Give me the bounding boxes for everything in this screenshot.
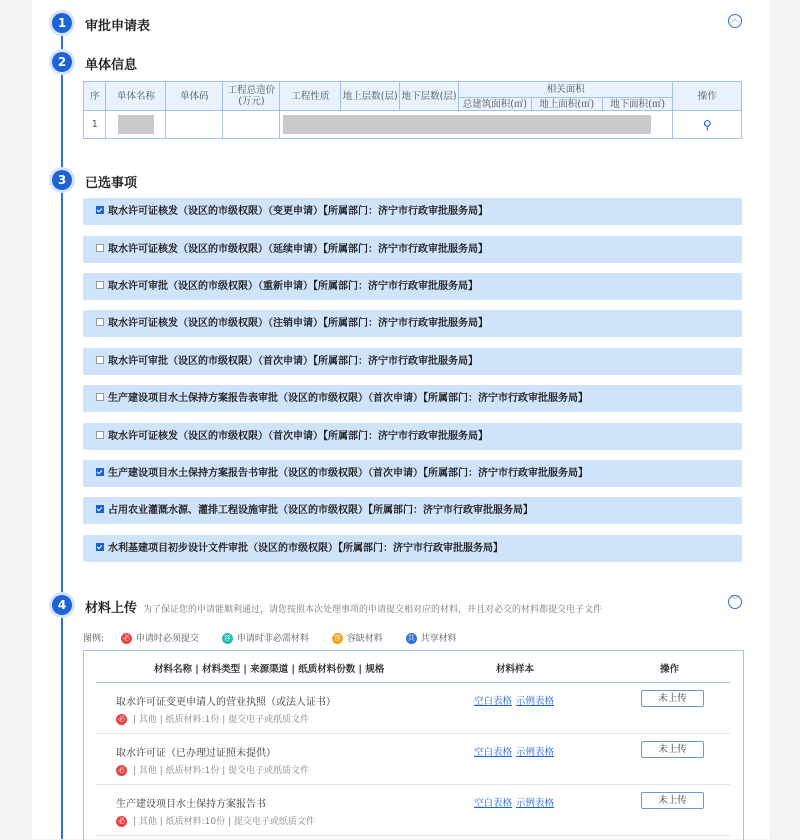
header-divider [96, 682, 730, 683]
th-project-nature: 工程性质 [280, 82, 341, 111]
item-label: 水利基建项目初步设计文件审批（设区的市级权限）【所属部门：济宁市行政审批服务局】 [108, 543, 503, 554]
legend-label: 申请时非必需材料 [236, 634, 309, 644]
step-4-title-text: 材料上传 [85, 601, 138, 616]
checkbox[interactable] [96, 431, 104, 439]
unit-info-table [83, 81, 742, 139]
material-name: 生产建设项目水土保持方案报告书 [116, 799, 266, 810]
th-action: 操作 [673, 82, 742, 111]
th-above-area: 地上面积(㎡) [531, 98, 602, 111]
selected-item[interactable] [83, 385, 742, 412]
checkbox[interactable] [96, 468, 104, 476]
item-label: 取水许可证核发（设区的市级权限）（延续申请）【所属部门：济宁市行政审批服务局】 [108, 244, 488, 255]
selected-item[interactable] [83, 423, 742, 450]
item-label: 取水许可证核发（设区的市级权限）（首次申请）【所属部门：济宁市行政审批服务局】 [108, 431, 488, 442]
example-form-link[interactable]: 示例表格 [516, 696, 555, 707]
blank-form-link[interactable]: 空白表格 [474, 696, 513, 707]
step-1-number: 1 [52, 13, 72, 33]
legend-entry [121, 634, 199, 644]
checkbox[interactable] [96, 318, 104, 326]
upload-button[interactable]: 未上传 [641, 741, 704, 758]
th-total-area: 总建筑面积(㎡) [459, 98, 532, 111]
row-divider [96, 784, 730, 785]
step-2-title: 单体信息 [85, 58, 138, 73]
selected-item[interactable] [83, 236, 742, 263]
checkbox[interactable] [96, 244, 104, 252]
cell-redacted-range [280, 111, 673, 139]
step-1-title: 审批申请表 [85, 19, 151, 34]
selected-item[interactable] [83, 348, 742, 375]
material-meta-text: | 其他 | 纸质材料:10份 | 提交电子或纸质文件 [133, 817, 315, 827]
page [32, 0, 770, 839]
cell-action [673, 111, 742, 139]
item-label: 取水许可证核发（设区的市级权限）（变更申请）【所属部门：济宁市行政审批服务局】 [108, 206, 488, 217]
mat-header-action: 操作 [660, 664, 680, 675]
mat-header-name: 材料名称 | 材料类型 | 来源渠道 | 纸质材料份数 | 规格 [154, 664, 385, 675]
legend-entry [332, 634, 383, 644]
checkbox[interactable] [96, 505, 104, 513]
timeline-line [61, 30, 63, 839]
redacted-block [118, 115, 154, 134]
material-meta [116, 712, 309, 725]
legend-label: 容缺材料 [346, 634, 383, 644]
chevron-up-icon[interactable]: ︿ [728, 14, 742, 28]
cell-unit-code [166, 111, 223, 139]
blank-form-link[interactable]: 空白表格 [474, 798, 513, 809]
redacted-block [283, 115, 651, 134]
optional-badge-icon: 容 [223, 634, 231, 642]
th-below-floors: 地下层数(层) [400, 82, 459, 111]
materials-table [83, 650, 744, 840]
chevron-down-icon[interactable]: ﹀ [728, 595, 742, 609]
row-divider [96, 835, 730, 836]
selected-item[interactable] [83, 497, 742, 524]
item-label: 取水许可证核发（设区的市级权限）（注销申请）【所属部门：济宁市行政审批服务局】 [108, 318, 488, 329]
item-label: 生产建设项目水土保持方案报告表审批（设区的市级权限）（首次申请）【所属部门：济宁市行政审批服务局】 [108, 393, 588, 404]
material-meta-text: | 其他 | 纸质材料:1份 | 提交电子或纸质文件 [133, 715, 310, 725]
th-total-cost: 工程总造价(万元) [223, 82, 280, 111]
cell-total-cost [223, 111, 280, 139]
legend-entry [222, 634, 309, 644]
step-4-title [85, 597, 602, 616]
step-3-number: 3 [52, 170, 72, 190]
step-4-number: 4 [52, 595, 72, 615]
upload-hint: 为了保证您的申请能顺利通过，请您按照本次处理事项的申请提交相对应的材料，并且对必交的材料都提交电子文件 [143, 605, 603, 615]
th-below-area: 地下面积(㎡) [602, 98, 673, 111]
tolerance-badge-icon: 容 [333, 634, 341, 642]
th-index: 序 [84, 82, 106, 111]
blank-form-link[interactable]: 空白表格 [474, 747, 513, 758]
upload-button[interactable]: 未上传 [641, 690, 704, 707]
material-meta-text: | 其他 | 纸质材料:1份 | 提交电子或纸质文件 [133, 766, 310, 776]
checkbox[interactable] [96, 543, 104, 551]
step-2-number: 2 [52, 52, 72, 72]
search-icon[interactable]: ⚲ [702, 117, 712, 132]
required-badge-icon: 必 [118, 817, 125, 825]
legend-label: 共享材料 [420, 634, 457, 644]
checkbox[interactable] [96, 393, 104, 401]
row-divider [96, 733, 730, 734]
shared-badge-icon: 共 [407, 634, 415, 642]
checkbox[interactable] [96, 356, 104, 364]
cell-unit-name [106, 111, 166, 139]
item-label: 取水许可审批（设区的市级权限）（重新申请）【所属部门：济宁市行政审批服务局】 [108, 281, 478, 292]
required-badge-icon: 必 [118, 766, 125, 774]
selected-item[interactable] [83, 273, 742, 300]
material-name: 取水许可证（已办理过证照未提供） [116, 748, 276, 759]
legend-title: 图例: [83, 634, 105, 644]
item-label: 占用农业灌溉水源、灌排工程设施审批（设区的市级权限）【所属部门：济宁市行政审批服务局】 [108, 505, 533, 516]
selected-item[interactable] [83, 535, 742, 562]
th-related-area: 相关面积 [459, 82, 673, 98]
checkbox[interactable] [96, 206, 104, 214]
material-name: 取水许可证变更申请人的营业执照（或法人证书） [116, 697, 336, 708]
required-badge-icon: 必 [122, 634, 130, 642]
example-form-link[interactable]: 示例表格 [516, 798, 555, 809]
material-meta [116, 763, 309, 776]
mat-header-sample: 材料样本 [496, 664, 535, 675]
item-label: 生产建设项目水土保持方案报告书审批（设区的市级权限）（首次申请）【所属部门：济宁市行政审批服务局】 [108, 468, 588, 479]
item-label: 取水许可审批（设区的市级权限）（首次申请）【所属部门：济宁市行政审批服务局】 [108, 356, 478, 367]
selected-item[interactable] [83, 198, 742, 225]
checkbox[interactable] [96, 281, 104, 289]
selected-item[interactable] [83, 310, 742, 337]
legend [83, 631, 477, 644]
upload-button[interactable]: 未上传 [641, 792, 704, 809]
th-above-floors: 地上层数(层) [341, 82, 400, 111]
legend-label: 申请时必须提交 [135, 634, 199, 644]
th-unit-name: 单体名称 [106, 82, 166, 111]
required-badge-icon: 必 [118, 715, 125, 723]
step-3-title: 已选事项 [85, 176, 138, 191]
cell-index: 1 [84, 111, 106, 139]
selected-item[interactable] [83, 460, 742, 487]
example-form-link[interactable]: 示例表格 [516, 747, 555, 758]
th-unit-code: 单体码 [166, 82, 223, 111]
legend-entry [406, 634, 457, 644]
material-meta [116, 814, 315, 827]
